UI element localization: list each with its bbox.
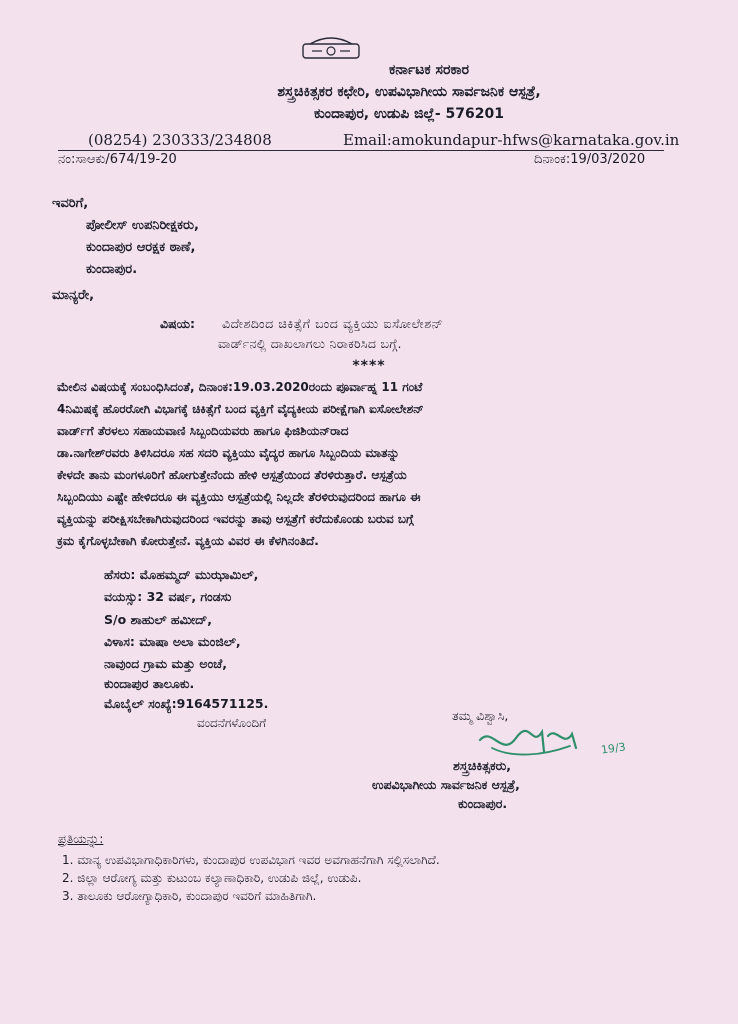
office-phone: (08254) 230333/234808 (88, 131, 272, 149)
person-detail: ಮೊಬೈಲ್ ಸಂಖ್ಯೆ:9164571125. (104, 696, 269, 711)
office-address: ಕುಂದಾಪುರ, ಉಡುಪಿ ಜಿಲ್ಲೆ- 576201 (314, 106, 504, 122)
addressee-line: ಪೋಲೀಸ್ ಉಪನಿರೀಕ್ಷಕರು, (86, 218, 199, 233)
signatory-place: ಕುಂದಾಪುರ. (458, 796, 508, 811)
subject-label: ವಿಷಯ: (160, 316, 195, 331)
body-line: ಕ್ರಮ ಕೈಗೊಳ್ಳಬೇಕಾಗಿ ಕೋರುತ್ತೇನೆ. ವ್ಯಕ್ತಿಯ ವಿವರ ಈ ಕೆಳಗಿನಂತಿದೆ. (57, 534, 319, 548)
copy-to-item: 1. ಮಾನ್ಯ ಉಪವಿಭಾಗಾಧಿಕಾರಿಗಳು, ಕುಂದಾಪುರ ಉಪವಿಭಾಗ ಇವರ ಅವಗಾಹನೆಗಾಗಿ ಸಲ್ಲಿಸಲಾಗಿದೆ. (62, 853, 440, 867)
closing-greeting: ವಂದನೆಗಳೊಂದಿಗೆ (197, 716, 267, 730)
subject-line: ವಿದೇಶದಿಂದ ಚಿಕಿತ್ಸೆಗೆ ಬಂದ ವ್ಯಕ್ತಿಯು ಐಸೋಲೇಶನ್ (222, 316, 444, 331)
body-line: ವಾರ್ಡ್‌ಗೆ ತೆರಳಲು ಸಹಾಯವಾಣಿ ಸಿಬ್ಬಂದಿಯವರು ಹಾಗೂ ಫಿಜಿಶಿಯನ್‌ರಾದ (57, 424, 349, 438)
addressee-line: ಕುಂದಾಪುರ. (86, 262, 138, 277)
signatory-designation: ಶಸ್ತ್ರಚಿಕಿತ್ಸಕರು, (453, 758, 511, 773)
body-line: ಸಿಬ್ಬಂದಿಯು ಎಷ್ಟೇ ಹೇಳಿದರೂ ಈ ವ್ಯಕ್ತಿಯು ಆಸ್ಪತ್ರೆಯಲ್ಲಿ ನಿಲ್ಲದೇ ತೆರಳಿರುವುದರಿಂದ ಹಾಗೂ ಈ (57, 490, 421, 504)
body-line: ಡಾ.ನಾಗೇಶ್‌ರವರು ತಿಳಿಸಿದರೂ ಸಹ ಸದರಿ ವ್ಯಕ್ತಿಯು ವೈದ್ಯರ ಹಾಗೂ ಸಿಬ್ಬಂದಿಯ ಮಾತನ್ನು (57, 446, 400, 460)
salutation: ಮಾನ್ಯರೇ, (52, 288, 95, 303)
section-separator: **** (352, 358, 386, 374)
person-detail: ಹೆಸರು: ಮೊಹಮ್ಮದ್ ಮುಝಾಮಿಲ್, (104, 567, 259, 582)
body-line: ಕೇಳದೇ ತಾನು ಮಂಗಳೂರಿಗೆ ಹೋಗುತ್ತೇನೆಂದು ಹೇಳಿ ಆಸ್ಪತ್ರೆಯಿಂದ ತೆರಳಿರುತ್ತಾರೆ. ಆಸ್ಪತ್ರೆಯ (57, 468, 407, 482)
addressee-line: ಕುಂದಾಪುರ ಆರಕ್ಷಕ ಠಾಣೆ, (86, 240, 196, 255)
copy-to-item: 3. ತಾಲೂಕು ಆರೋಗ್ಯಾಧಿಕಾರಿ, ಕುಂದಾಪುರ ಇವರಿಗೆ ಮಾಹಿತಿಗಾಗಿ. (62, 889, 317, 903)
addressee-label: ಇವರಿಗೆ, (52, 196, 89, 211)
signature-date: 19/3 (600, 740, 627, 757)
state-emblem-icon (300, 34, 362, 62)
header-divider (58, 150, 664, 151)
letter-date: ದಿನಾಂಕ:19/03/2020 (534, 152, 646, 167)
person-detail: ವಯಸ್ಸು: 32 ವರ್ಷ, ಗಂಡಸು (104, 589, 232, 604)
signatory-office: ಉಪವಿಭಾಗೀಯ ಸಾರ್ವಜನಿಕ ಆಸ್ಪತ್ರೆ, (372, 777, 520, 792)
copy-to-title: ಪ್ರತಿಯನ್ನು: (58, 831, 104, 846)
reference-number: ನಂ:ಸಾಆಕು/674/19-20 (58, 152, 177, 167)
office-name: ಶಸ್ತ್ರಚಿಕಿತ್ಸಕರ ಕಛೇರಿ, ಉಪವಿಭಾಗೀಯ ಸಾರ್ವಜನಿಕ ಆಸ್ಪತ್ರೆ, (277, 84, 541, 100)
body-line: ವ್ಯಕ್ತಿಯನ್ನು ಪರೀಕ್ಷಿಸಬೇಕಾಗಿರುವುದರಿಂದ ಇವರನ್ನು ತಾವು ಆಸ್ಪತ್ರೆಗೆ ಕರೆದುಕೊಂಡು ಬರುವ ಬಗ್ಗೆ (57, 512, 414, 526)
person-detail: S/o ಶಾಹುಲ್ ಹಮೀದ್, (104, 612, 212, 627)
govt-name: ಕರ್ನಾಟಕ ಸರಕಾರ (388, 62, 470, 78)
subject-line: ವಾರ್ಡ್‌ನಲ್ಲಿ ದಾಖಲಾಗಲು ನಿರಾಕರಿಸಿದ ಬಗ್ಗೆ. (218, 336, 402, 351)
person-detail: ನಾವುಂದ ಗ್ರಾಮ ಮತ್ತು ಅಂಚೆ, (104, 656, 227, 671)
person-detail: ವಿಳಾಸ: ಮಾಷಾ ಅಲಾ ಮಂಜಿಲ್, (104, 634, 241, 649)
body-line: 4ನಿಮಿಷಕ್ಕೆ ಹೊರರೋಗಿ ವಿಭಾಗಕ್ಕೆ ಚಿಕಿತ್ಸೆಗೆ ಬಂದ ವ್ಯಕ್ತಿಗೆ ವೈದ್ಯಕೀಯ ಪರೀಕ್ಷೆಗಾಗಿ ಐಸೋಲೇಶನ್ (57, 402, 424, 416)
body-line: ಮೇಲಿನ ವಿಷಯಕ್ಕೆ ಸಂಬಂಧಿಸಿದಂತೆ, ದಿನಾಂಕ:19.03.2020ರಂದು ಪೂರ್ವಾಹ್ನ 11 ಗಂಟೆ (57, 380, 423, 394)
closing-faithfully: ತಮ್ಮ ವಿಶ್ವಾಸಿ, (452, 708, 509, 723)
person-detail: ಕುಂದಾಪುರ ತಾಲೂಕು. (104, 676, 195, 691)
office-email: Email:amokundapur-hfws@karnataka.gov.in (343, 131, 680, 149)
copy-to-item: 2. ಜಿಲ್ಲಾ ಆರೋಗ್ಯ ಮತ್ತು ಕುಟುಂಬ ಕಲ್ಯಾಣಾಧಿಕಾರಿ, ಉಡುಪಿ ಜಿಲ್ಲೆ, ಉಡುಪಿ. (62, 871, 362, 885)
